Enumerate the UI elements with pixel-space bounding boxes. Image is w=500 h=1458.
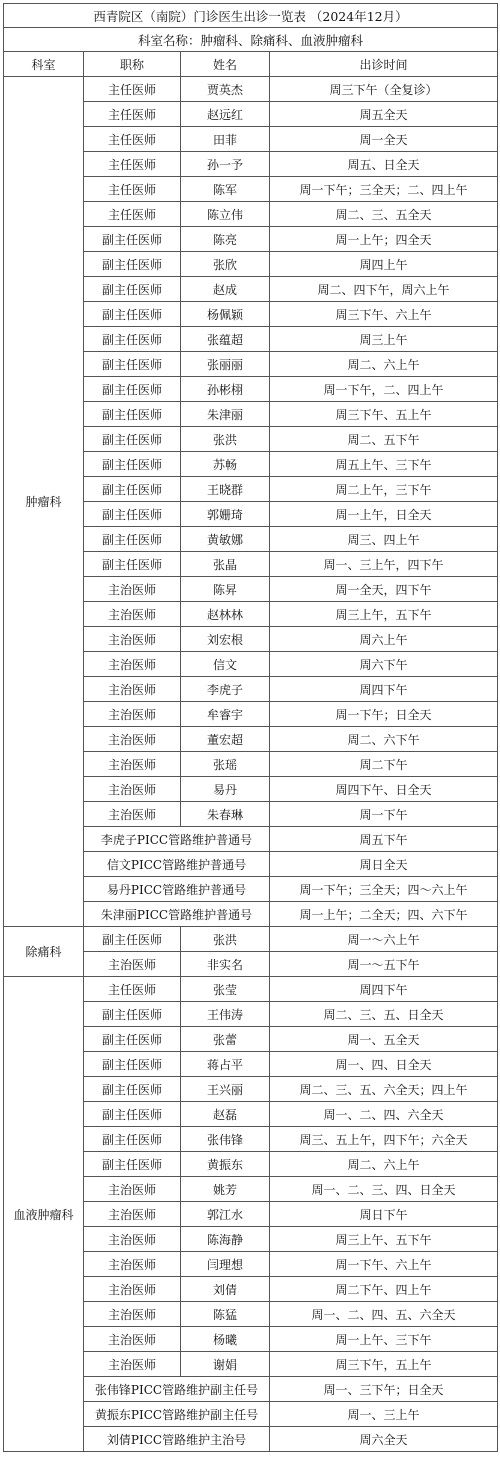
title-cell: 副主任医师 (84, 277, 181, 302)
schedule-time-cell: 周一下午；日全天 (270, 702, 498, 727)
schedule-time-cell: 周二下午 (270, 752, 498, 777)
picc-service-cell: 易丹PICC管路维护普通号 (84, 877, 270, 902)
table-body (4, 77, 498, 1452)
title-cell: 副主任医师 (84, 502, 181, 527)
doctor-name-cell: 非实名 (181, 952, 270, 977)
schedule-time-cell: 周一上午，日全天 (270, 502, 498, 527)
schedule-time-cell: 周一、四、日全天 (270, 1052, 498, 1077)
schedule-time-cell: 周五下午 (270, 827, 498, 852)
table-row (4, 977, 498, 1002)
doctor-name-cell: 郭姗琦 (181, 502, 270, 527)
department-list-subtitle: 科室名称：肿瘤科、除痛科、血液肿瘤科 (4, 28, 498, 52)
schedule-time-cell: 周一下午，二、四上午 (270, 377, 498, 402)
doctor-name-cell: 孙一予 (181, 152, 270, 177)
doctor-name-cell: 赵远红 (181, 102, 270, 127)
schedule-time-cell: 周三、四上午 (270, 527, 498, 552)
schedule-time-cell: 周五、日全天 (270, 152, 498, 177)
title-cell: 主治医师 (84, 1352, 181, 1377)
schedule-time-cell: 周一下午；三全天；二、四上午 (270, 177, 498, 202)
doctor-name-cell: 牟睿宇 (181, 702, 270, 727)
title-cell: 副主任医师 (84, 227, 181, 252)
page-title: 西青院区（南院）门诊医生出诊一览表 （2024年12月） (4, 4, 498, 28)
doctor-name-cell: 陈军 (181, 177, 270, 202)
picc-service-cell: 刘倩PICC管路维护主治号 (84, 1427, 270, 1452)
doctor-name-cell: 张瑶 (181, 752, 270, 777)
title-cell: 副主任医师 (84, 1152, 181, 1177)
schedule-time-cell: 周二下午、四上午 (270, 1277, 498, 1302)
title-cell: 主治医师 (84, 577, 181, 602)
doctor-name-cell: 张洪 (181, 927, 270, 952)
title-cell: 副主任医师 (84, 302, 181, 327)
schedule-time-cell: 周一下午；三全天；四～六上午 (270, 877, 498, 902)
schedule-time-cell: 周二上午，三下午 (270, 477, 498, 502)
schedule-time-cell: 周二、六下午 (270, 727, 498, 752)
doctor-name-cell: 贾英杰 (181, 77, 270, 102)
title-cell: 副主任医师 (84, 1002, 181, 1027)
doctor-name-cell: 杨曦 (181, 1327, 270, 1352)
schedule-time-cell: 周六全天 (270, 1427, 498, 1452)
title-cell: 副主任医师 (84, 327, 181, 352)
doctor-name-cell: 陈海静 (181, 1227, 270, 1252)
schedule-time-cell: 周一～六上午 (270, 927, 498, 952)
schedule-time-cell: 周二、六上午 (270, 352, 498, 377)
schedule-time-cell: 周一、三上午，四下午 (270, 552, 498, 577)
doctor-name-cell: 朱津丽 (181, 402, 270, 427)
schedule-time-cell: 周一上午；二全天；四、六下午 (270, 902, 498, 927)
title-cell: 主任医师 (84, 77, 181, 102)
title-cell: 副主任医师 (84, 927, 181, 952)
doctor-name-cell: 黄敏娜 (181, 527, 270, 552)
doctor-name-cell: 姚芳 (181, 1177, 270, 1202)
title-cell: 副主任医师 (84, 1077, 181, 1102)
title-cell: 主任医师 (84, 177, 181, 202)
schedule-time-cell: 周五上午、三下午 (270, 452, 498, 477)
schedule-time-cell: 周一、五全天 (270, 1027, 498, 1052)
picc-service-cell: 黄振东PICC管路维护副主任号 (84, 1402, 270, 1427)
schedule-time-cell: 周四下午 (270, 977, 498, 1002)
doctor-name-cell: 张莹 (181, 977, 270, 1002)
doctor-name-cell: 谢娟 (181, 1352, 270, 1377)
schedule-time-cell: 周二、三、五全天 (270, 202, 498, 227)
schedule-time-cell: 周三、五上午，四下午；六全天 (270, 1127, 498, 1152)
table-header-row (4, 52, 498, 77)
doctor-name-cell: 王伟涛 (181, 1002, 270, 1027)
schedule-time-cell: 周二、六上午 (270, 1152, 498, 1177)
schedule-time-cell: 周三下午，五上午 (270, 1352, 498, 1377)
title-cell: 副主任医师 (84, 402, 181, 427)
doctor-name-cell: 董宏超 (181, 727, 270, 752)
doctor-name-cell: 赵磊 (181, 1102, 270, 1127)
title-cell: 副主任医师 (84, 477, 181, 502)
title-cell: 主治医师 (84, 802, 181, 827)
schedule-time-cell: 周一上午、三下午 (270, 1327, 498, 1352)
schedule-time-cell: 周四下午、日全天 (270, 777, 498, 802)
schedule-time-cell: 周四上午 (270, 252, 498, 277)
schedule-time-cell: 周三下午（全复诊） (270, 77, 498, 102)
title-cell: 主治医师 (84, 677, 181, 702)
title-cell: 主治医师 (84, 1227, 181, 1252)
schedule-time-cell: 周二、三、五、六全天；四上午 (270, 1077, 498, 1102)
title-cell: 主治医师 (84, 652, 181, 677)
doctor-name-cell: 张欣 (181, 252, 270, 277)
doctor-name-cell: 刘宏根 (181, 627, 270, 652)
doctor-name-cell: 李虎子 (181, 677, 270, 702)
doctor-name-cell: 孙彬栩 (181, 377, 270, 402)
column-header-name: 姓名 (181, 52, 270, 77)
picc-service-cell: 朱津丽PICC管路维护普通号 (84, 902, 270, 927)
doctor-name-cell: 张蕴超 (181, 327, 270, 352)
schedule-time-cell: 周一、二、三、四、日全天 (270, 1177, 498, 1202)
title-cell: 主治医师 (84, 1252, 181, 1277)
doctor-name-cell: 易丹 (181, 777, 270, 802)
title-cell: 副主任医师 (84, 527, 181, 552)
doctor-name-cell: 张晶 (181, 552, 270, 577)
title-cell: 副主任医师 (84, 552, 181, 577)
title-cell: 主任医师 (84, 127, 181, 152)
title-cell: 主治医师 (84, 777, 181, 802)
title-cell: 副主任医师 (84, 1102, 181, 1127)
schedule-time-cell: 周一、二、四、六全天 (270, 1102, 498, 1127)
doctor-name-cell: 郭江水 (181, 1202, 270, 1227)
doctor-name-cell: 赵成 (181, 277, 270, 302)
title-cell: 副主任医师 (84, 1052, 181, 1077)
doctor-name-cell: 刘倩 (181, 1277, 270, 1302)
doctor-name-cell: 赵林林 (181, 602, 270, 627)
schedule-time-cell: 周一～五下午 (270, 952, 498, 977)
doctor-name-cell: 田菲 (181, 127, 270, 152)
doctor-name-cell: 张蕾 (181, 1027, 270, 1052)
schedule-time-cell: 周三上午、五下午 (270, 1227, 498, 1252)
schedule-time-cell: 周一、三上午 (270, 1402, 498, 1427)
title-cell: 主治医师 (84, 1202, 181, 1227)
schedule-table (3, 3, 498, 1452)
title-cell: 副主任医师 (84, 252, 181, 277)
title-cell: 主任医师 (84, 152, 181, 177)
column-header-department: 科室 (4, 52, 84, 77)
doctor-name-cell: 陈立伟 (181, 202, 270, 227)
doctor-name-cell: 王兴丽 (181, 1077, 270, 1102)
column-header-time: 出诊时间 (270, 52, 498, 77)
title-cell: 主治医师 (84, 1277, 181, 1302)
title-cell: 主任医师 (84, 977, 181, 1002)
title-cell: 副主任医师 (84, 452, 181, 477)
schedule-time-cell: 周二、五下午 (270, 427, 498, 452)
schedule-time-cell: 周日全天 (270, 852, 498, 877)
title-cell: 主治医师 (84, 602, 181, 627)
title-cell: 副主任医师 (84, 1027, 181, 1052)
schedule-time-cell: 周一全天 (270, 127, 498, 152)
doctor-name-cell: 朱春琳 (181, 802, 270, 827)
schedule-time-cell: 周四下午 (270, 677, 498, 702)
title-cell: 主治医师 (84, 1302, 181, 1327)
table-row (4, 77, 498, 102)
title-cell: 主治医师 (84, 1177, 181, 1202)
title-cell: 主治医师 (84, 1327, 181, 1352)
title-cell: 主治医师 (84, 727, 181, 752)
title-cell: 副主任医师 (84, 377, 181, 402)
title-cell: 副主任医师 (84, 1127, 181, 1152)
doctor-name-cell: 张洪 (181, 427, 270, 452)
title-cell: 主治医师 (84, 627, 181, 652)
schedule-time-cell: 周二、四下午，周六上午 (270, 277, 498, 302)
schedule-time-cell: 周一下午 (270, 802, 498, 827)
schedule-time-cell: 周三上午，五下午 (270, 602, 498, 627)
schedule-time-cell: 周一上午；四全天 (270, 227, 498, 252)
column-header-title: 职称 (84, 52, 181, 77)
title-cell: 主任医师 (84, 202, 181, 227)
schedule-time-cell: 周五全天 (270, 102, 498, 127)
schedule-time-cell: 周日下午 (270, 1202, 498, 1227)
schedule-time-cell: 周六上午 (270, 627, 498, 652)
doctor-name-cell: 蒋占平 (181, 1052, 270, 1077)
schedule-time-cell: 周三上午 (270, 327, 498, 352)
doctor-name-cell: 信文 (181, 652, 270, 677)
schedule-time-cell: 周一全天，四下午 (270, 577, 498, 602)
schedule-time-cell: 周一下午、六上午 (270, 1252, 498, 1277)
picc-service-cell: 李虎子PICC管路维护普通号 (84, 827, 270, 852)
picc-service-cell: 张伟锋PICC管路维护副主任号 (84, 1377, 270, 1402)
doctor-name-cell: 张丽丽 (181, 352, 270, 377)
title-cell: 主治医师 (84, 702, 181, 727)
schedule-time-cell: 周一、三下午；日全天 (270, 1377, 498, 1402)
doctor-name-cell: 陈亮 (181, 227, 270, 252)
title-cell: 主任医师 (84, 102, 181, 127)
department-cell: 血液肿瘤科 (4, 977, 84, 1452)
schedule-time-cell: 周六下午 (270, 652, 498, 677)
doctor-name-cell: 杨佩颖 (181, 302, 270, 327)
title-cell: 副主任医师 (84, 427, 181, 452)
title-cell: 主治医师 (84, 752, 181, 777)
doctor-name-cell: 陈昇 (181, 577, 270, 602)
schedule-time-cell: 周二、三、五、日全天 (270, 1002, 498, 1027)
doctor-name-cell: 苏畅 (181, 452, 270, 477)
department-cell: 肿瘤科 (4, 77, 84, 927)
doctor-name-cell: 张伟锋 (181, 1127, 270, 1152)
title-cell: 副主任医师 (84, 352, 181, 377)
doctor-name-cell: 王晓群 (181, 477, 270, 502)
schedule-time-cell: 周三下午、五上午 (270, 402, 498, 427)
table-row (4, 927, 498, 952)
doctor-name-cell: 陈猛 (181, 1302, 270, 1327)
schedule-time-cell: 周三下午、六上午 (270, 302, 498, 327)
doctor-name-cell: 黄振东 (181, 1152, 270, 1177)
doctor-name-cell: 闫理想 (181, 1252, 270, 1277)
department-cell: 除痛科 (4, 927, 84, 977)
title-cell: 主治医师 (84, 952, 181, 977)
schedule-time-cell: 周一、二、四、五、六全天 (270, 1302, 498, 1327)
picc-service-cell: 信文PICC管路维护普通号 (84, 852, 270, 877)
